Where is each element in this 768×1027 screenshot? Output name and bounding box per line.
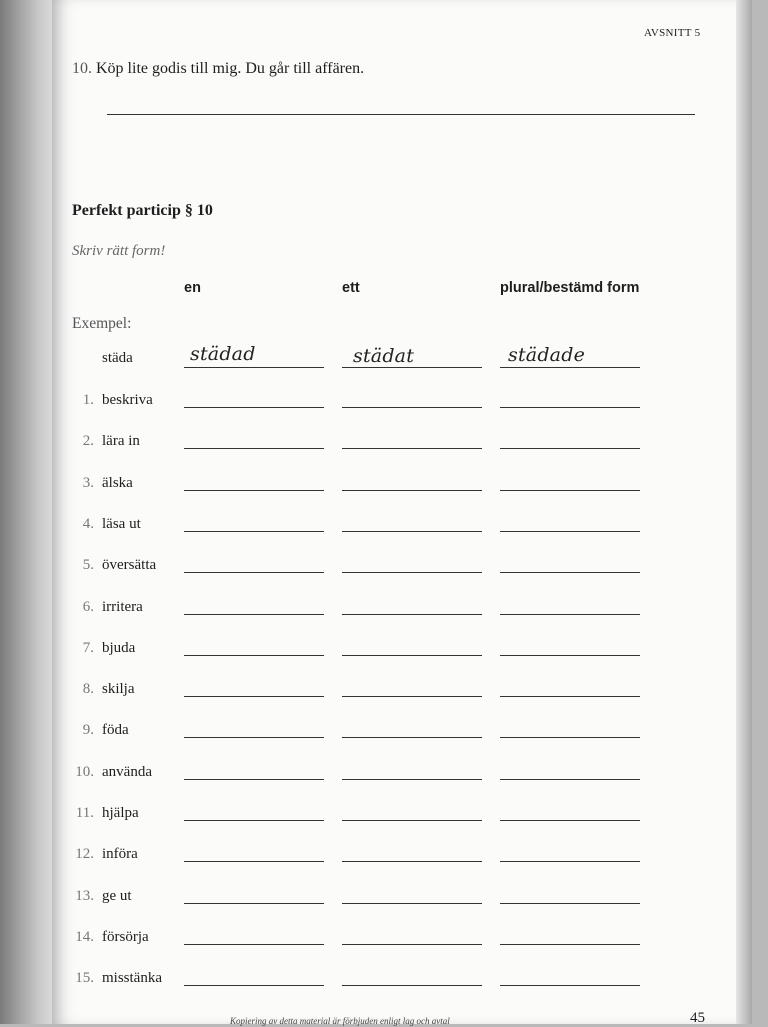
example-label: Exempel:: [72, 315, 132, 332]
section-title: Perfekt particip § 10: [72, 202, 213, 219]
exercise-number: 10.: [75, 764, 94, 780]
exercise-verb: bjuda: [102, 640, 136, 656]
page-edge: [736, 0, 752, 1024]
exercise-number: 6.: [82, 599, 94, 615]
answer-blank-ett[interactable]: [342, 985, 482, 986]
exercise-verb: irritera: [102, 599, 143, 615]
answer-blank-ett[interactable]: [342, 572, 482, 573]
exercise-number: 7.: [82, 640, 94, 656]
exercise-verb: översätta: [102, 557, 157, 573]
example-answer-en: städad: [190, 343, 256, 365]
answer-blank-en[interactable]: [184, 861, 324, 862]
answer-blank-plural[interactable]: [500, 944, 640, 945]
exercise-number: 12.: [75, 846, 94, 862]
answer-blank-en[interactable]: [184, 572, 324, 573]
example-answer-ett: städat: [353, 345, 415, 367]
answer-blank-plural[interactable]: [500, 903, 640, 904]
answer-blank-en[interactable]: [184, 737, 324, 738]
example-line-plural: [500, 367, 640, 368]
answer-line[interactable]: [107, 114, 695, 115]
answer-blank-plural[interactable]: [500, 737, 640, 738]
answer-blank-en[interactable]: [184, 655, 324, 656]
answer-blank-ett[interactable]: [342, 407, 482, 408]
answer-blank-plural[interactable]: [500, 861, 640, 862]
answer-blank-en[interactable]: [184, 448, 324, 449]
exercise-verb: hjälpa: [102, 805, 139, 821]
answer-blank-plural[interactable]: [500, 655, 640, 656]
answer-blank-ett[interactable]: [342, 903, 482, 904]
answer-blank-ett[interactable]: [342, 490, 482, 491]
answer-blank-plural[interactable]: [500, 985, 640, 986]
answer-blank-ett[interactable]: [342, 448, 482, 449]
answer-blank-ett[interactable]: [342, 779, 482, 780]
answer-blank-ett[interactable]: [342, 696, 482, 697]
answer-blank-plural[interactable]: [500, 820, 640, 821]
column-header-ett: ett: [342, 280, 360, 296]
exercise-verb: införa: [102, 846, 138, 862]
answer-blank-en[interactable]: [184, 944, 324, 945]
exercise-verb: beskriva: [102, 392, 153, 408]
top-exercise-item: [72, 60, 364, 78]
exercise-verb: läsa ut: [102, 516, 141, 532]
exercise-number: 14.: [75, 929, 94, 945]
answer-blank-plural[interactable]: [500, 696, 640, 697]
running-head: AVSNITT 5: [644, 27, 701, 39]
exercise-number: 15.: [75, 970, 94, 986]
exercise-verb: ge ut: [102, 888, 132, 904]
exercise-number: 4.: [82, 516, 94, 532]
exercise-verb: försörja: [102, 929, 149, 945]
exercise-number: 3.: [82, 475, 94, 491]
answer-blank-ett[interactable]: [342, 861, 482, 862]
exercise-number: 8.: [82, 681, 94, 697]
answer-blank-ett[interactable]: [342, 820, 482, 821]
answer-blank-en[interactable]: [184, 903, 324, 904]
column-header-plural: plural/bestämd form: [500, 280, 640, 296]
exercise-number: 5.: [82, 557, 94, 573]
example-verb: städa: [102, 350, 133, 366]
top-item-number: 10.: [72, 60, 92, 77]
answer-blank-plural[interactable]: [500, 531, 640, 532]
answer-blank-en[interactable]: [184, 696, 324, 697]
answer-blank-en[interactable]: [184, 407, 324, 408]
exercise-number: 2.: [82, 433, 94, 449]
page-number: 45: [690, 1010, 705, 1026]
answer-blank-ett[interactable]: [342, 737, 482, 738]
answer-blank-ett[interactable]: [342, 614, 482, 615]
answer-blank-plural[interactable]: [500, 779, 640, 780]
exercise-number: 13.: [75, 888, 94, 904]
workbook-page: [52, 0, 752, 1024]
exercise-verb: föda: [102, 722, 129, 738]
answer-blank-ett[interactable]: [342, 655, 482, 656]
footer-note: Kopiering av detta material är förbjuden enligt lag och avtal: [230, 1016, 450, 1026]
answer-blank-en[interactable]: [184, 531, 324, 532]
exercise-number: 9.: [82, 722, 94, 738]
exercise-verb: älska: [102, 475, 133, 491]
answer-blank-ett[interactable]: [342, 531, 482, 532]
answer-blank-en[interactable]: [184, 779, 324, 780]
answer-blank-plural[interactable]: [500, 614, 640, 615]
exercise-number: 11.: [75, 805, 94, 821]
exercise-verb: misstänka: [102, 970, 162, 986]
example-line-ett: [342, 367, 482, 368]
exercise-verb: lära in: [102, 433, 140, 449]
top-item-text: Köp lite godis till mig. Du går till affären.: [96, 60, 365, 77]
answer-blank-en[interactable]: [184, 985, 324, 986]
example-answer-plural: städade: [508, 344, 586, 366]
answer-blank-en[interactable]: [184, 614, 324, 615]
exercise-number: 1.: [82, 392, 94, 408]
example-line-en: [184, 367, 324, 368]
answer-blank-ett[interactable]: [342, 944, 482, 945]
exercise-verb: skilja: [102, 681, 135, 697]
answer-blank-plural[interactable]: [500, 407, 640, 408]
exercise-verb: använda: [102, 764, 152, 780]
answer-blank-plural[interactable]: [500, 490, 640, 491]
instruction: Skriv rätt form!: [72, 243, 166, 259]
answer-blank-en[interactable]: [184, 490, 324, 491]
answer-blank-plural[interactable]: [500, 572, 640, 573]
answer-blank-en[interactable]: [184, 820, 324, 821]
column-header-en: en: [184, 280, 201, 296]
answer-blank-plural[interactable]: [500, 448, 640, 449]
